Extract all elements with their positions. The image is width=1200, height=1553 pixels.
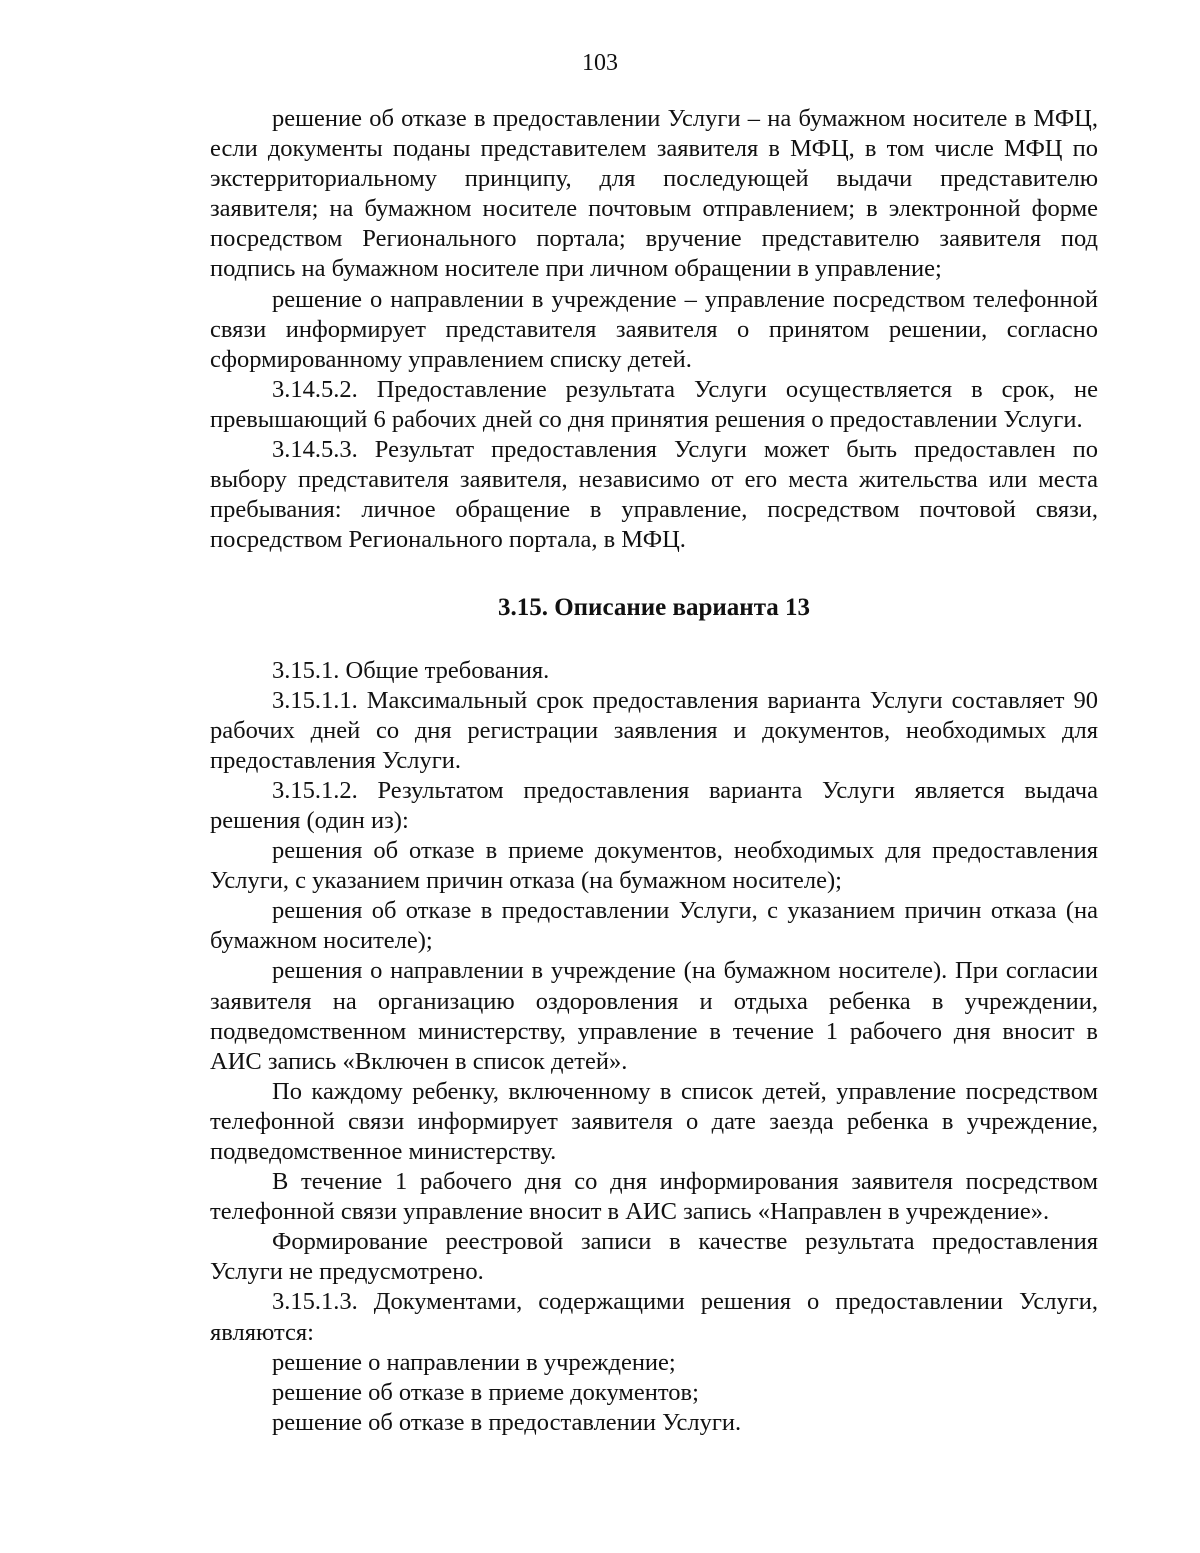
paragraph: 3.15.1.2. Результатом предоставления варианта Услуги является выдача решения (один из): xyxy=(210,776,1098,834)
paragraph: решения об отказе в приеме документов, необходимых для предоставления Услуги, с указанием причин отказа (на бумажном носителе); xyxy=(210,837,1098,895)
paragraph: решение об отказе в приеме документов; xyxy=(272,1378,699,1406)
section-heading: 3.15. Описание варианта 13 xyxy=(497,594,811,622)
paragraph: 3.14.5.3. Результат предоставления Услуги может быть предоставлен по выбору представителя заявителя, независимо от его места жительства или места пребывания: личное обращение в управление, посредством почтовой связи, посредством Регионального портала, в МФЦ. xyxy=(210,436,1098,554)
page-number: 103 xyxy=(582,50,618,76)
paragraph: Формирование реестровой записи в качестве результата предоставления Услуги не предусмотрено. xyxy=(210,1228,1098,1286)
paragraph: решение об отказе в предоставлении Услуги. xyxy=(272,1408,742,1436)
paragraph: 3.15.1. Общие требования. xyxy=(272,656,550,684)
paragraph: решение о направлении в учреждение; xyxy=(272,1348,676,1376)
paragraph: 3.15.1.1. Максимальный срок предоставления варианта Услуги составляет 90 рабочих дней со дня регистрации заявления и документов, необходимых для предоставления Услуги. xyxy=(210,686,1098,774)
paragraph: По каждому ребенку, включенному в список детей, управление посредством телефонной связи информирует заявителя о дате заезда ребенка в учреждение, подведомственное министерству. xyxy=(210,1077,1098,1165)
paragraph: В течение 1 рабочего дня со дня информирования заявителя посредством телефонной связи управление вносит в АИС запись «Направлен в учреждение». xyxy=(210,1168,1098,1226)
paragraph: решения о направлении в учреждение (на бумажном носителе). При согласии заявителя на организацию оздоровления и отдыха ребенка в учреждении, подведомственном министерству, управление в течение 1 рабочего дня вносит в АИС запись «Включен в список детей». xyxy=(210,957,1098,1075)
document-body xyxy=(210,104,1098,1438)
paragraph: 3.14.5.2. Предоставление результата Услуги осуществляется в срок, не превышающий 6 рабочих дней со дня принятия решения о предоставлении Услуги. xyxy=(210,375,1098,433)
paragraph: решение о направлении в учреждение – управление посредством телефонной связи информирует представителя заявителя о принятом решении, согласно сформированному управлением списку детей. xyxy=(210,285,1098,373)
paragraph: решения об отказе в предоставлении Услуги, с указанием причин отказа (на бумажном носителе); xyxy=(210,897,1098,955)
paragraph: 3.15.1.3. Документами, содержащими решения о предоставлении Услуги, являются: xyxy=(210,1288,1098,1346)
paragraph: решение об отказе в предоставлении Услуги – на бумажном носителе в МФЦ, если документы поданы представителем заявителя в МФЦ, в том числе МФЦ по экстерриториальному принципу, для последующей выдачи представителю заявителя; на бумажном носителе почтовым отправлением; в электронной форме посредством Регионального портала; вручение представителю заявителя под подпись на бумажном носителе при личном обращении в управление; xyxy=(210,105,1098,283)
